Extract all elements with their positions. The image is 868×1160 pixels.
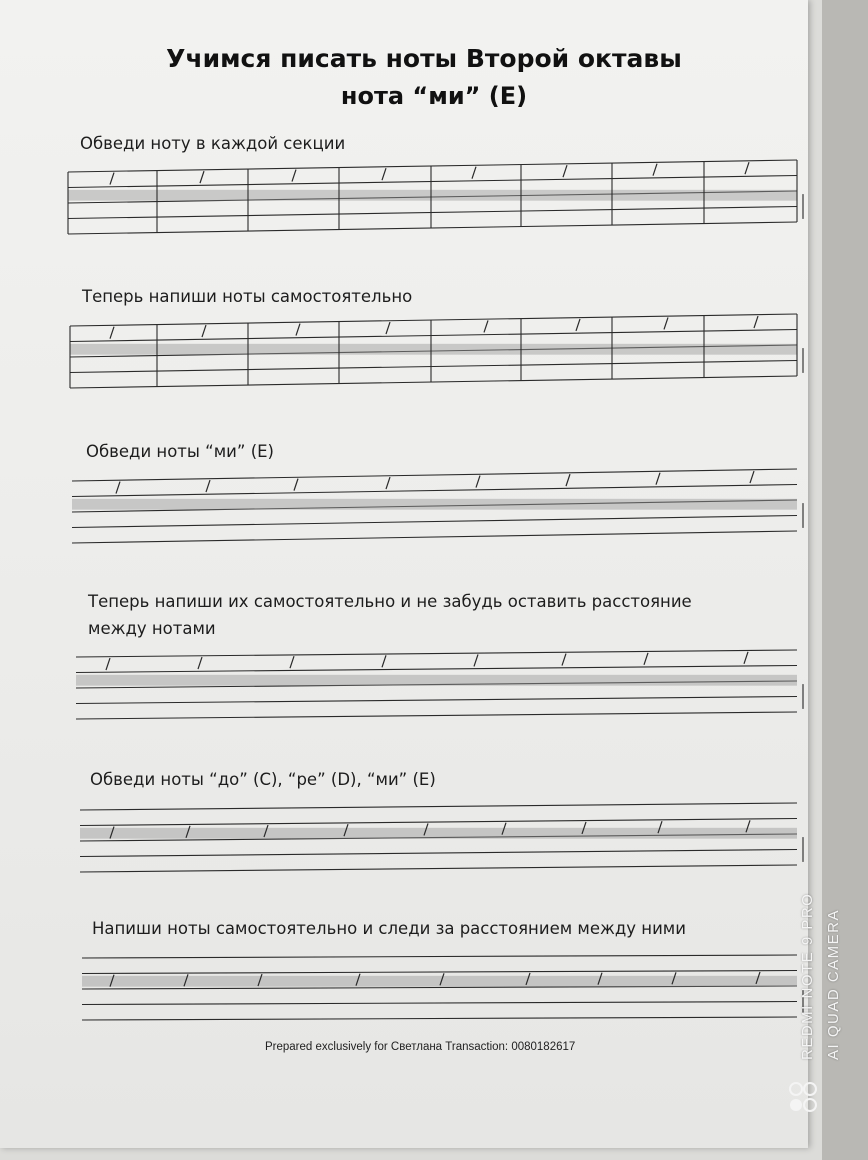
staff-line [72, 485, 797, 497]
note-stem-mark [110, 173, 114, 185]
note-stem-mark [750, 471, 754, 483]
note-stem-mark [386, 477, 390, 489]
staff-line [82, 1017, 797, 1020]
worksheet-title: Учимся писать ноты Второй октавы [166, 44, 682, 73]
note-stem-mark [206, 480, 210, 492]
section-2-instruction: Теперь напиши ноты самостоятельно [82, 287, 413, 306]
staff-shade-band [76, 675, 797, 686]
note-stem-mark [562, 654, 566, 666]
staff-shade-band [70, 344, 797, 355]
note-stem-mark [476, 476, 480, 488]
worksheet-subtitle: нота “ми” (Е) [340, 82, 528, 110]
staff-line [68, 207, 797, 219]
note-stem-mark [576, 319, 580, 331]
section-5-instruction: Обведи ноты “до” (С), “ре” (D), “ми” (Е) [90, 770, 436, 789]
note-stem-mark [106, 658, 110, 670]
staff-line [72, 531, 797, 543]
note-stem-mark [292, 170, 296, 182]
staff-line [68, 160, 797, 172]
camera-watermark [795, 893, 847, 1060]
note-stem-mark [656, 473, 660, 485]
note-stem-mark [296, 324, 300, 336]
staff-shade-band [72, 499, 797, 510]
section-4-instruction: Теперь напиши их самостоятельно и не забудь оставить расстояние [88, 592, 692, 611]
staff-line [76, 666, 797, 673]
note-stem-mark [382, 168, 386, 180]
staff-line [76, 650, 797, 657]
footer-text: Prepared exclusively for Светлана Transaction: 0080182617 [265, 1041, 576, 1053]
staff-shade-band [68, 190, 797, 201]
note-stem-mark [563, 165, 567, 177]
staff-line [68, 222, 797, 234]
staff-line [70, 330, 797, 342]
note-stem-mark [644, 653, 648, 665]
camera-logo-icon [786, 1079, 826, 1119]
section-1-instruction: Обведи ноту в каждой секции [80, 134, 346, 153]
staff-line [80, 850, 797, 857]
staff-line [72, 516, 797, 528]
note-stem-mark [116, 482, 120, 494]
staff-line [76, 697, 797, 704]
note-stem-mark [754, 316, 758, 328]
note-stem-mark [202, 325, 206, 337]
note-stem-mark [566, 474, 570, 486]
note-stem-mark [472, 167, 476, 179]
watermark-line-2: AI QUAD CAMERA [825, 908, 842, 1060]
staff-line [72, 469, 797, 481]
note-stem-mark [484, 320, 488, 332]
note-stem-mark [200, 171, 204, 183]
note-stem-mark [382, 655, 386, 667]
note-stem-mark [110, 327, 114, 339]
staff-line [76, 712, 797, 719]
staff-line [82, 971, 797, 974]
staff-line [82, 1002, 797, 1005]
staff-line [70, 314, 797, 326]
staff-line [80, 819, 797, 826]
staff-line [82, 955, 797, 958]
note-stem-mark [745, 162, 749, 174]
staff-line [80, 803, 797, 810]
staff-line [80, 865, 797, 872]
section-3-instruction: Обведи ноты “ми” (Е) [86, 442, 274, 461]
staff-line [68, 176, 797, 188]
note-stem-mark [744, 652, 748, 664]
note-stem-mark [653, 164, 657, 176]
note-stem-mark [386, 322, 390, 334]
note-stem-mark [474, 654, 478, 666]
note-stem-mark [294, 479, 298, 491]
staff-line [70, 361, 797, 373]
section-6-instruction: Напиши ноты самостоятельно и следи за расстоянием между ними [92, 919, 686, 938]
section-4-instruction-line2: между нотами [88, 619, 216, 638]
watermark-line-1: REDMI NOTE 9 PRO [799, 892, 816, 1060]
note-stem-mark [198, 657, 202, 669]
staff-line [70, 376, 797, 388]
note-stem-mark [290, 656, 294, 668]
note-stem-mark [664, 317, 668, 329]
